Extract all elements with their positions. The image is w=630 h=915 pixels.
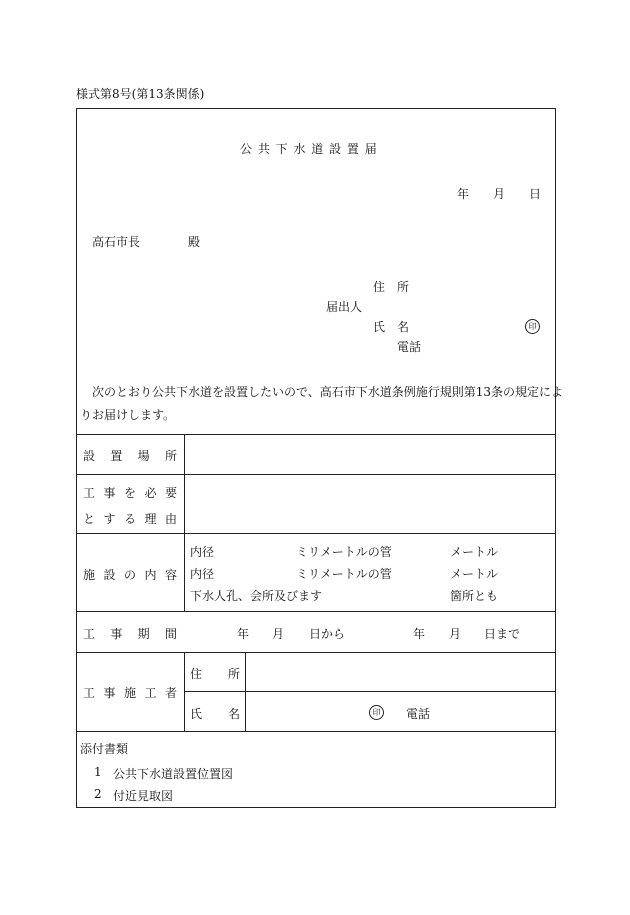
row-divider [76,533,556,534]
location-value-field[interactable] [186,436,554,473]
applicant-address-label: 住 所 [373,280,410,294]
facility-line2-left: 内径 [190,567,215,581]
column-divider [184,434,185,611]
date-year: 年 [457,187,470,201]
applicant-phone-label: 電話 [397,340,422,354]
period-to-year: 年 [413,627,426,641]
period-from-day: 日から [309,627,346,641]
attachment-item-1-num: 1 [94,765,102,779]
applicant-seal-icon: 印 [525,319,540,334]
column-divider [184,652,185,731]
contractor-address-label: 住 所 [190,667,240,681]
contractor-address-field[interactable] [247,654,554,690]
body-text-line2: りお届けします。 [80,408,176,422]
period-from-month: 月 [272,627,285,641]
reason-label-line1: 工 事 を 必 要 [83,486,177,500]
period-label: 工 事 期 間 [83,627,177,641]
location-label: 設 置 場 所 [83,449,177,463]
attachment-item-2-num: 2 [94,787,102,801]
facility-line1-left: 内径 [190,545,215,559]
facility-line1-mid: ミリメートルの管 [296,545,392,559]
contractor-seal-icon: 印 [369,705,384,720]
row-divider [184,691,556,692]
row-divider [76,611,556,612]
facility-line1-right: メートル [450,545,499,559]
row-divider [76,731,556,732]
contractor-phone-label: 電話 [406,707,431,721]
contractor-name-label: 氏 名 [190,707,240,721]
date-month: 月 [493,187,506,201]
body-text-line1: 次のとおり公共下水道を設置したいので、高石市下水道条例施行規則第13条の規定によ [92,385,564,399]
row-divider [76,474,556,475]
period-from-year: 年 [237,627,250,641]
applicant-label: 届出人 [326,300,363,314]
applicant-name-label: 氏 名 [373,320,410,334]
form-number: 様式第8号(第13条関係) [76,87,205,101]
row-divider [76,434,556,435]
date-day: 日 [529,187,542,201]
facility-line2-mid: ミリメートルの管 [296,567,392,581]
facility-label: 施 設 の 内 容 [83,568,177,582]
attachment-item-1-text: 公共下水道設置位置図 [113,767,234,781]
facility-line2-right: メートル [450,567,499,581]
reason-value-field[interactable] [186,476,554,532]
column-divider [245,652,246,731]
attachments-heading: 添付書類 [80,742,129,756]
reason-label-line2: と す る 理 由 [83,512,177,526]
contractor-label: 工 事 施 工 者 [83,686,177,700]
row-divider [76,652,556,653]
addressee-honorific: 殿 [188,235,201,249]
addressee-mayor: 高石市長 [92,235,141,249]
period-to-month: 月 [449,627,462,641]
facility-line3-right: 箇所とも [450,589,499,603]
facility-line3-left: 下水人孔、会所及びます [190,589,323,603]
attachment-item-2-text: 付近見取図 [113,789,174,803]
period-to-day: 日まで [484,627,521,641]
form-title: 公 共 下 水 道 設 置 届 [240,142,378,156]
